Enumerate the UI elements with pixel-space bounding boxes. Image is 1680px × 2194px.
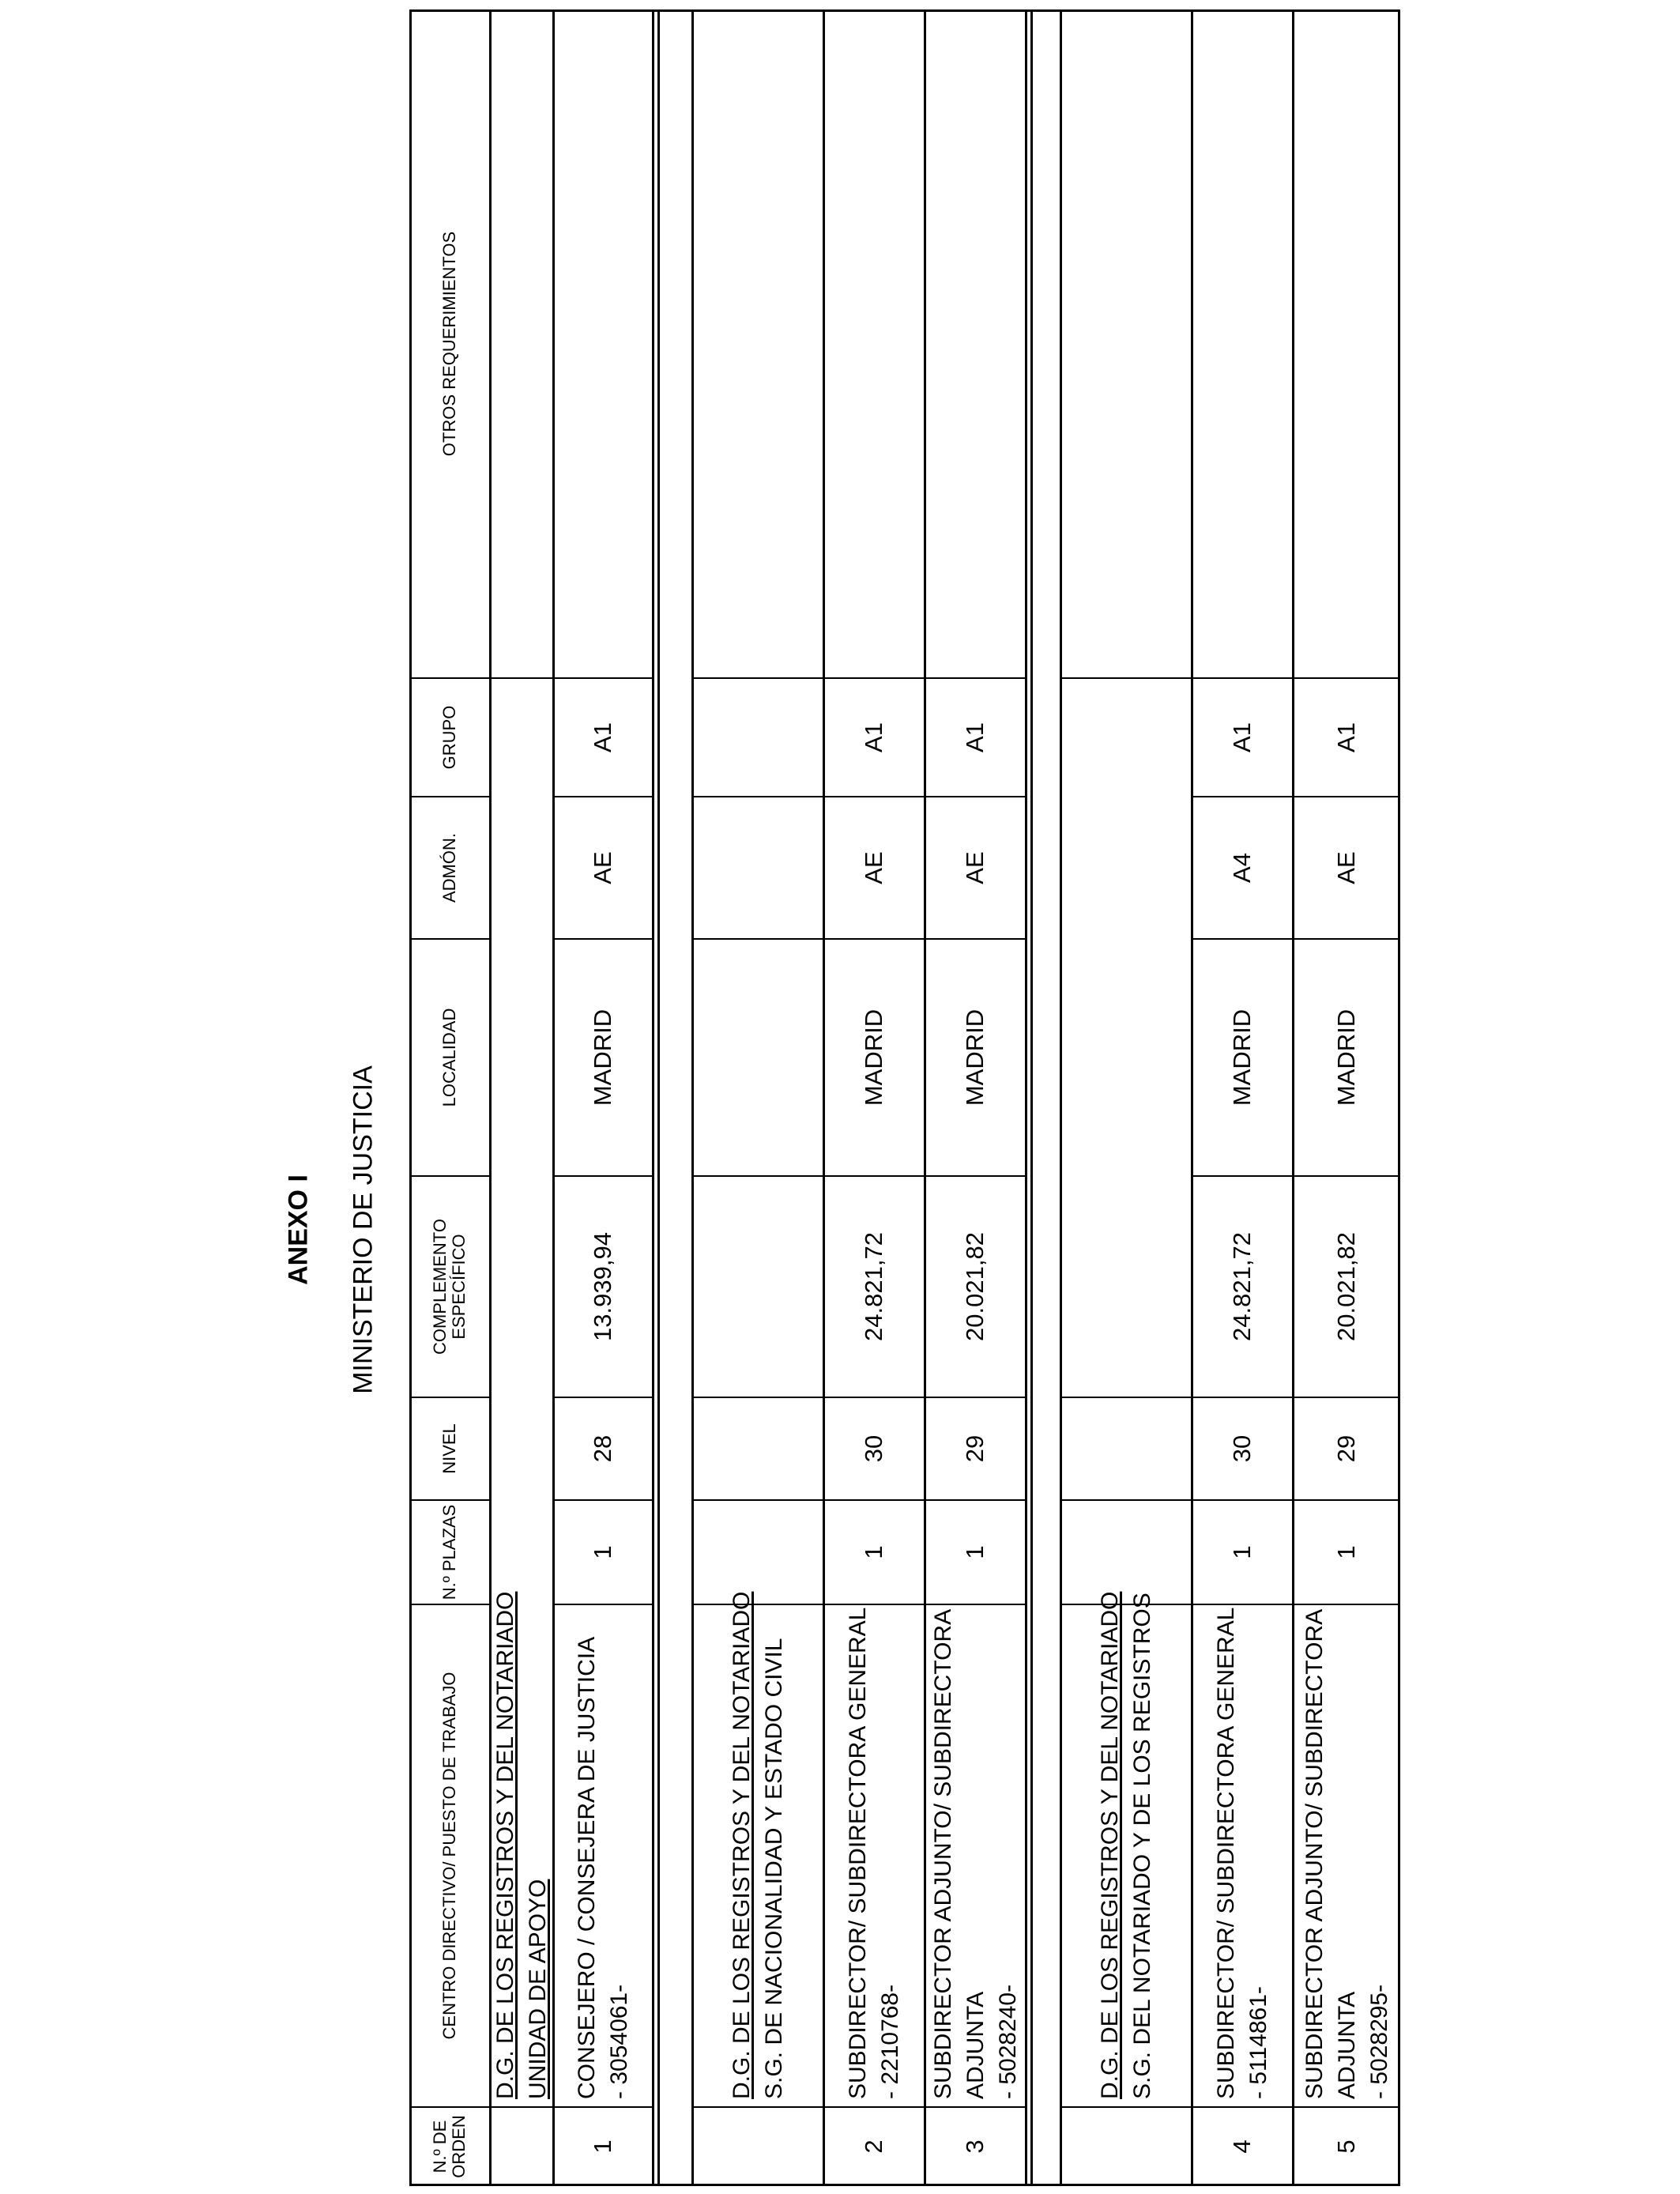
job-title: SUBDIRECTOR/ SUBDIRECTORA GENERAL xyxy=(1213,1607,1239,2099)
cell-complemento xyxy=(925,1176,1026,1397)
header-complemento: COMPLEMENTO ESPECÍFICO xyxy=(430,1219,469,1355)
cell-orden xyxy=(925,2107,1026,2186)
cell-centro xyxy=(1293,1604,1400,2107)
header-cell-grupo xyxy=(409,678,490,797)
directorate-heading: D.G. DE LOS REGISTROS Y DEL NOTARIADO xyxy=(1097,1591,1123,2099)
cell-localidad xyxy=(1293,939,1400,1176)
header-cell-centro xyxy=(409,1604,490,2107)
value-localidad: MADRID xyxy=(589,1008,616,1106)
cell-nivel xyxy=(553,1397,653,1500)
header-localidad: LOCALIDAD xyxy=(439,1008,459,1107)
column-rule xyxy=(1060,677,1192,679)
header-grupo: GRUPO xyxy=(439,705,459,770)
value-grupo: A1 xyxy=(961,722,989,752)
column-rule xyxy=(692,677,823,679)
value-admon: AE xyxy=(589,851,616,884)
value-complemento: 13.939,94 xyxy=(589,1232,616,1341)
cell-grupo xyxy=(823,678,925,797)
header-cell-plazas xyxy=(409,1500,490,1604)
cell-complemento xyxy=(1293,1176,1400,1397)
column-rule xyxy=(692,796,823,797)
value-nivel: 30 xyxy=(860,1434,887,1463)
job-title: SUBDIRECTOR ADJUNTO/ SUBDIRECTORA ADJUNTA xyxy=(1301,1610,1360,2099)
header-centro: CENTRO DIRECTIVO/ PUESTO DE TRABAJO xyxy=(439,1672,459,2040)
cell-centro xyxy=(553,1604,653,2107)
job-title: SUBDIRECTOR/ SUBDIRECTORA GENERAL xyxy=(845,1607,871,2099)
cell-nivel xyxy=(1192,1397,1293,1500)
value-plazas: 1 xyxy=(589,1545,616,1559)
unit-heading: UNIDAD DE APOYO xyxy=(525,1879,551,2099)
job-code: - 5028240- xyxy=(994,1984,1021,2099)
job-title: SUBDIRECTOR ADJUNTO/ SUBDIRECTORA ADJUNTA xyxy=(929,1610,989,2099)
cell-plazas xyxy=(1293,1500,1400,1604)
value-plazas: 1 xyxy=(961,1545,989,1559)
value-admon: AE xyxy=(860,851,887,884)
subdirectorate-heading: S.G. DE NACIONALIDAD Y ESTADO CIVIL xyxy=(761,1638,787,2099)
value-orden: 3 xyxy=(961,2139,989,2154)
ministry-title: MINISTERIO DE JUSTICIA xyxy=(348,1065,379,1394)
value-plazas: 1 xyxy=(1332,1545,1360,1559)
value-grupo: A1 xyxy=(1228,722,1256,752)
cell-orden xyxy=(1192,2107,1293,2186)
value-grupo: A1 xyxy=(589,722,616,752)
header-cell-otros xyxy=(409,9,490,678)
cell-admon xyxy=(925,797,1026,939)
cell-grupo xyxy=(553,678,653,797)
value-orden: 4 xyxy=(1228,2139,1256,2154)
cell-centro xyxy=(823,1604,925,2107)
section-1-heading xyxy=(490,1389,553,2107)
row-rule-double xyxy=(657,9,660,2186)
cell-orden xyxy=(553,2107,653,2186)
header-cell-complemento xyxy=(409,1176,490,1397)
cell-grupo xyxy=(925,678,1026,797)
value-admon: AE xyxy=(961,851,989,884)
value-admon: A4 xyxy=(1228,853,1256,883)
column-rule xyxy=(692,1175,823,1177)
cell-nivel xyxy=(1293,1397,1400,1500)
cell-nivel xyxy=(823,1397,925,1500)
cell-orden xyxy=(823,2107,925,2186)
value-orden: 1 xyxy=(589,2139,616,2154)
value-plazas: 1 xyxy=(860,1545,887,1559)
cell-grupo xyxy=(1293,678,1400,797)
value-grupo: A1 xyxy=(860,722,887,752)
directorate-heading: D.G. DE LOS REGISTROS Y DEL NOTARIADO xyxy=(729,1591,755,2099)
job-code: - 5028295- xyxy=(1365,1984,1392,2099)
header-cell-orden xyxy=(409,2107,490,2186)
value-grupo: A1 xyxy=(1332,722,1360,752)
value-nivel: 30 xyxy=(1228,1434,1256,1463)
annex-title: ANEXO I xyxy=(283,1174,314,1285)
value-orden: 2 xyxy=(860,2139,887,2154)
value-nivel: 29 xyxy=(1332,1434,1360,1463)
cell-grupo xyxy=(1192,678,1293,797)
value-plazas: 1 xyxy=(1228,1545,1256,1559)
value-orden: 5 xyxy=(1332,2139,1360,2154)
cell-admon xyxy=(553,797,653,939)
cell-complemento xyxy=(1192,1176,1293,1397)
value-localidad: MADRID xyxy=(1332,1008,1360,1106)
value-complemento: 24.821,72 xyxy=(1228,1232,1256,1341)
job-code: - 3054061- xyxy=(606,1984,632,2099)
cell-admon xyxy=(823,797,925,939)
value-localidad: MADRID xyxy=(961,1008,989,1106)
section-2-heading xyxy=(692,1328,823,2107)
header-plazas: N.º PLAZAS xyxy=(439,1504,459,1600)
value-complemento: 20.021,82 xyxy=(1332,1232,1360,1341)
header-nivel: NIVEL xyxy=(439,1423,459,1474)
column-rule xyxy=(692,938,823,940)
value-nivel: 29 xyxy=(961,1434,989,1463)
job-code: - 5114861- xyxy=(1245,1986,1271,2099)
cell-centro xyxy=(1192,1604,1293,2107)
row-rule-double xyxy=(1030,9,1033,2186)
value-nivel: 28 xyxy=(589,1434,616,1463)
column-rule xyxy=(490,677,553,679)
header-orden: N.º DE ORDEN xyxy=(430,2115,469,2178)
cell-nivel xyxy=(925,1397,1026,1500)
header-otros: OTROS REQUERIMIENTOS xyxy=(439,231,459,457)
header-admon: ADMÓN. xyxy=(439,833,459,903)
cell-localidad xyxy=(925,939,1026,1176)
value-complemento: 24.821,72 xyxy=(860,1232,887,1341)
value-localidad: MADRID xyxy=(860,1008,887,1106)
header-cell-nivel xyxy=(409,1397,490,1500)
header-cell-localidad xyxy=(409,939,490,1176)
value-complemento: 20.021,82 xyxy=(961,1232,989,1341)
job-title: CONSEJERO / CONSEJERA DE JUSTICIA xyxy=(574,1636,600,2099)
cell-plazas xyxy=(925,1500,1026,1604)
cell-orden xyxy=(1293,2107,1400,2186)
cell-plazas xyxy=(1192,1500,1293,1604)
cell-plazas xyxy=(553,1500,653,1604)
cell-admon xyxy=(1192,797,1293,939)
section-3-heading xyxy=(1060,1328,1192,2107)
cell-admon xyxy=(1293,797,1400,939)
value-admon: AE xyxy=(1332,851,1360,884)
cell-centro xyxy=(925,1604,1026,2107)
cell-complemento xyxy=(553,1176,653,1397)
job-code: - 2210768- xyxy=(877,1984,903,2099)
value-localidad: MADRID xyxy=(1228,1008,1256,1106)
subdirectorate-heading: S.G. DEL NOTARIADO Y DE LOS REGISTROS xyxy=(1129,1593,1155,2099)
header-cell-admon xyxy=(409,797,490,939)
cell-plazas xyxy=(823,1500,925,1604)
cell-complemento xyxy=(823,1176,925,1397)
cell-localidad xyxy=(553,939,653,1176)
directorate-heading: D.G. DE LOS REGISTROS Y DEL NOTARIADO xyxy=(492,1591,518,2099)
cell-localidad xyxy=(1192,939,1293,1176)
cell-localidad xyxy=(823,939,925,1176)
